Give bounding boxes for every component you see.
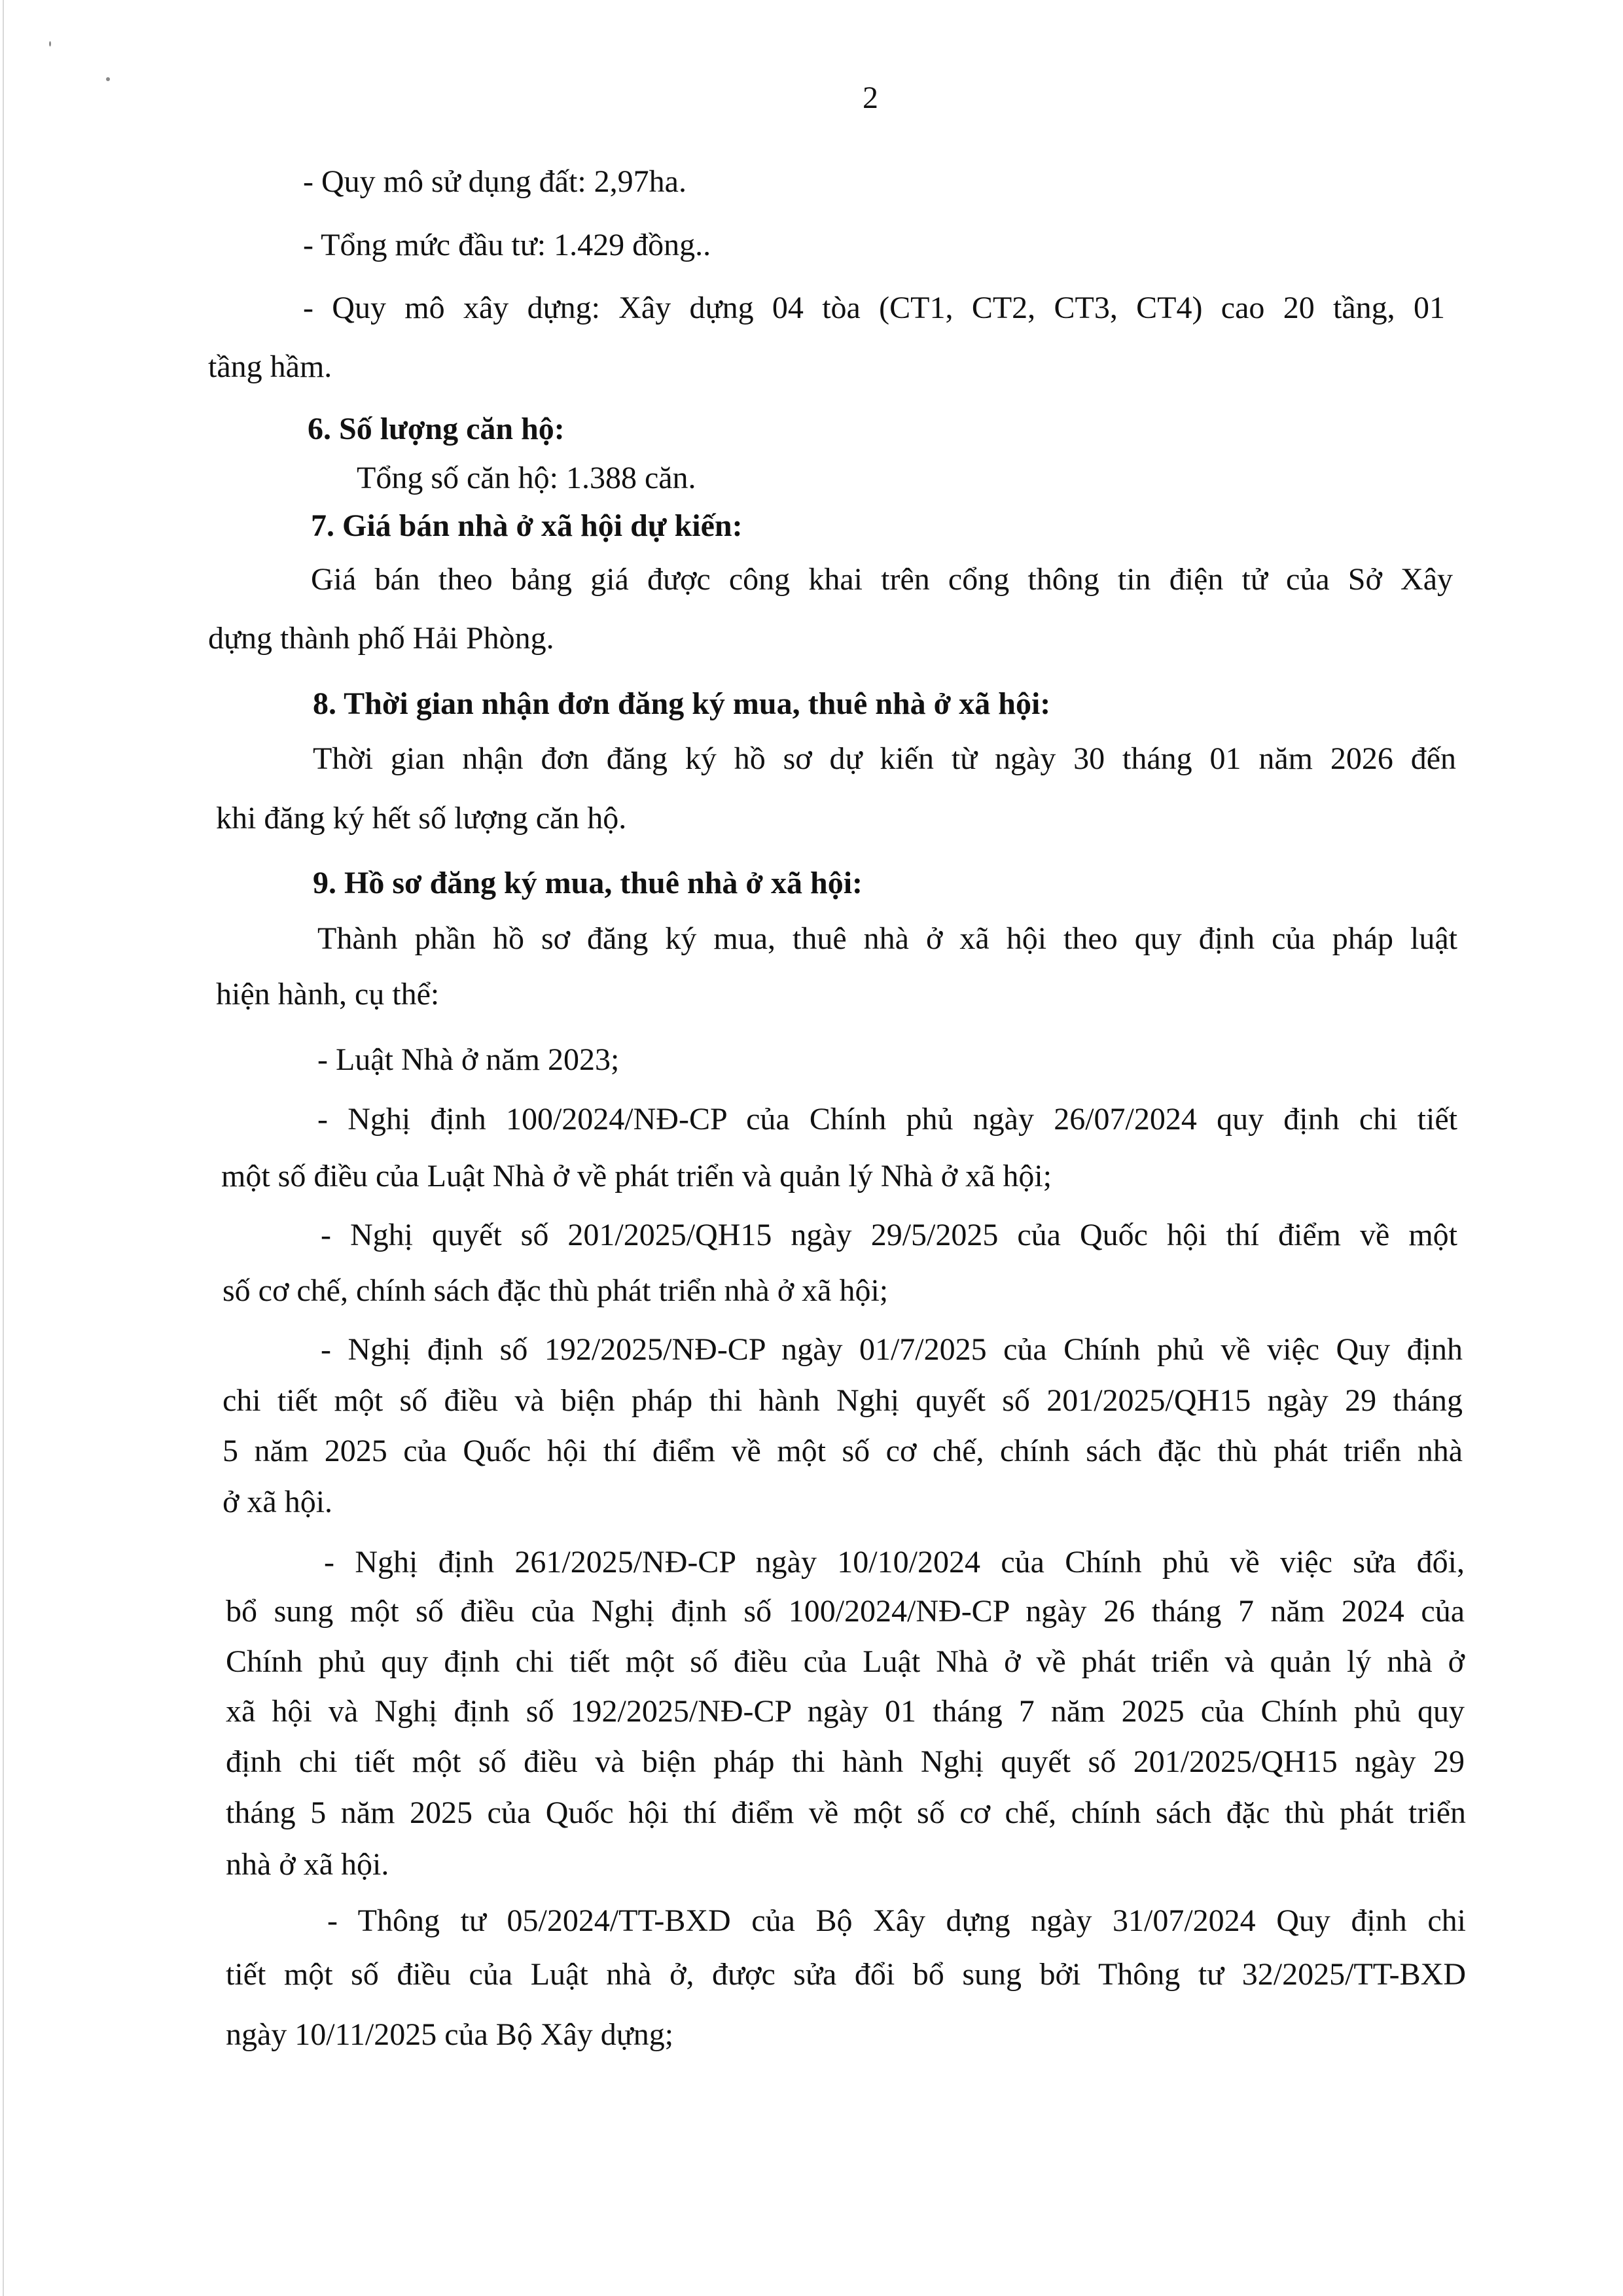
scan-speck [49, 41, 51, 46]
paragraph-line: Chính phủ quy định chi tiết một số điều của Luật Nhà ở về phát triển và quản lý nhà ở [226, 1644, 1465, 1679]
paragraph-line: chi tiết một số điều và biện pháp thi hành Nghị quyết số 201/2025/QH15 ngày 29 tháng [223, 1383, 1463, 1418]
legal-ref-decree-261: - Nghị định 261/2025/NĐ-CP ngày 10/10/2024 của Chính phủ về việc sửa đổi, [324, 1545, 1465, 1580]
scan-speck [106, 77, 110, 81]
section-heading-9: 9. Hồ sơ đăng ký mua, thuê nhà ở xã hội: [313, 866, 863, 900]
paragraph-line: Giá bán theo bảng giá được công khai trên cổng thông tin điện tử của Sở Xây [311, 562, 1453, 597]
project-total-investment: - Tổng mức đầu tư: 1.429 đồng.. [303, 228, 711, 262]
paragraph-line: định chi tiết một số điều và biện pháp thi hành Nghị quyết số 201/2025/QH15 ngày 29 [226, 1744, 1465, 1779]
paragraph-line: 5 năm 2025 của Quốc hội thí điểm về một số cơ chế, chính sách đặc thù phát triển nhà [223, 1434, 1463, 1468]
legal-ref-circular-05: - Thông tư 05/2024/TT-BXD của Bộ Xây dựng ngày 31/07/2024 Quy định chi [327, 1903, 1466, 1938]
paragraph-line: ở xã hội. [223, 1485, 333, 1519]
section-heading-8: 8. Thời gian nhận đơn đăng ký mua, thuê nhà ở xã hội: [313, 686, 1051, 721]
paragraph-line: Thời gian nhận đơn đăng ký hồ sơ dự kiến từ ngày 30 tháng 01 năm 2026 đến [313, 741, 1456, 776]
paragraph-line: một số điều của Luật Nhà ở về phát triển và quản lý Nhà ở xã hội; [221, 1159, 1052, 1193]
legal-ref-decree-100: - Nghị định 100/2024/NĐ-CP của Chính phủ ngày 26/07/2024 quy định chi tiết [317, 1102, 1457, 1137]
paragraph-line: xã hội và Nghị định số 192/2025/NĐ-CP ngày 01 tháng 7 năm 2025 của Chính phủ quy [226, 1694, 1465, 1729]
paragraph-line: nhà ở xã hội. [226, 1847, 389, 1882]
total-apartments: Tổng số căn hộ: 1.388 căn. [357, 461, 696, 495]
legal-ref-resolution-201: - Nghị quyết số 201/2025/QH15 ngày 29/5/2025 của Quốc hội thí điểm về một [321, 1218, 1457, 1252]
scan-edge-line [3, 0, 4, 2296]
paragraph-line: số cơ chế, chính sách đặc thù phát triển nhà ở xã hội; [223, 1273, 889, 1308]
project-land-area: - Quy mô sử dụng đất: 2,97ha. [303, 164, 687, 199]
paragraph-line: khi đăng ký hết số lượng căn hộ. [216, 801, 627, 836]
paragraph-line: ngày 10/11/2025 của Bộ Xây dựng; [226, 2017, 674, 2052]
paragraph-line: bổ sung một số điều của Nghị định số 100/2024/NĐ-CP ngày 26 tháng 7 năm 2024 của [226, 1594, 1465, 1629]
project-construction-scale: - Quy mô xây dựng: Xây dựng 04 tòa (CT1, CT2, CT3, CT4) cao 20 tầng, 01 [303, 291, 1445, 325]
section-heading-6: 6. Số lượng căn hộ: [308, 412, 565, 446]
page-number: 2 [863, 80, 878, 115]
paragraph-line: tiết một số điều của Luật nhà ở, được sửa đổi bổ sung bởi Thông tư 32/2025/TT-BXD [226, 1957, 1466, 1992]
paragraph-line: Thành phần hồ sơ đăng ký mua, thuê nhà ở xã hội theo quy định của pháp luật [317, 921, 1457, 956]
paragraph-line: tháng 5 năm 2025 của Quốc hội thí điểm về một số cơ chế, chính sách đặc thù phát triển [226, 1795, 1466, 1830]
legal-ref-housing-law: - Luật Nhà ở năm 2023; [317, 1042, 620, 1077]
paragraph-line: dựng thành phố Hải Phòng. [208, 621, 554, 656]
legal-ref-decree-192: - Nghị định số 192/2025/NĐ-CP ngày 01/7/2025 của Chính phủ về việc Quy định [321, 1332, 1463, 1367]
section-heading-7: 7. Giá bán nhà ở xã hội dự kiến: [311, 508, 743, 543]
paragraph-line: tầng hầm. [208, 349, 332, 384]
paragraph-line: hiện hành, cụ thể: [216, 977, 440, 1012]
